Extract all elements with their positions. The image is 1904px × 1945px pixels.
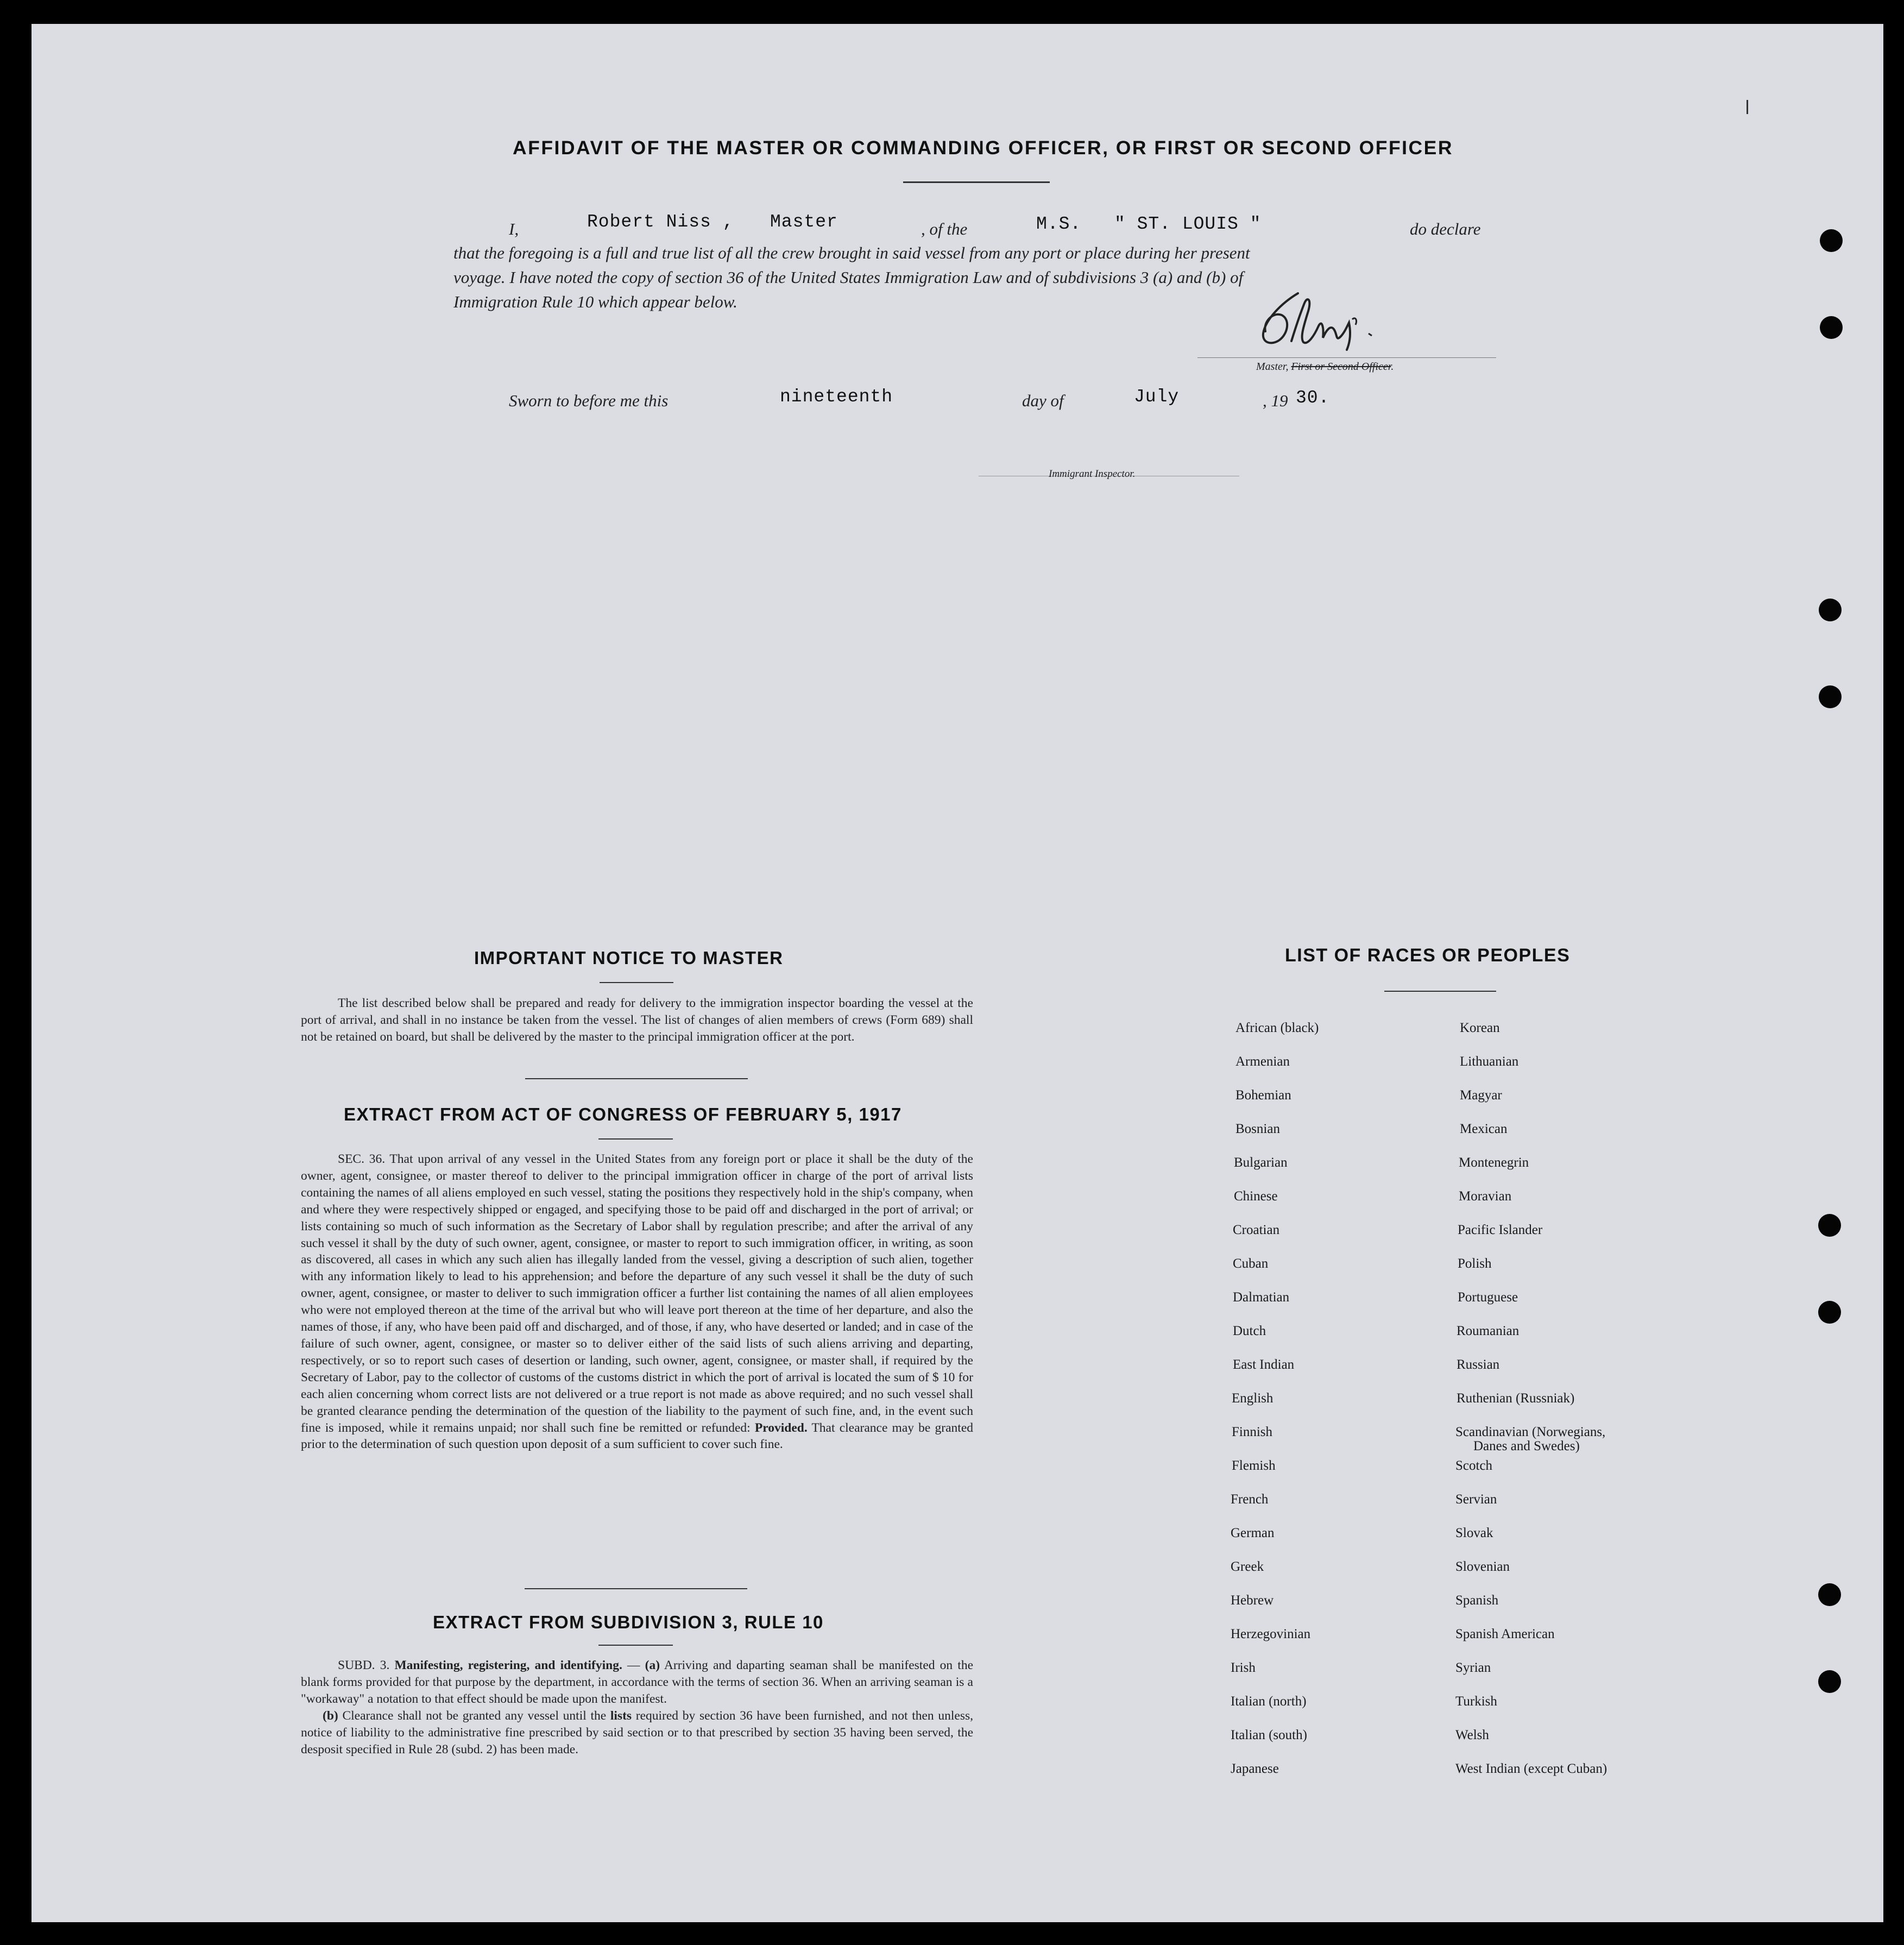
provided-label: Provided. xyxy=(754,1420,808,1435)
race-item-right: Moravian xyxy=(1459,1189,1512,1204)
races-title: LIST OF RACES OR PEOPLES xyxy=(1285,945,1571,966)
punch-hole xyxy=(1820,316,1843,339)
subd-label: SUBD. 3. xyxy=(338,1658,390,1672)
punch-hole xyxy=(1818,1583,1841,1606)
paper-sheet xyxy=(31,24,1883,1922)
race-item-left: Bulgarian xyxy=(1234,1155,1288,1170)
year-prefix: , 19 xyxy=(1263,391,1288,410)
race-item-left: Herzegovinian xyxy=(1231,1627,1311,1641)
race-item-right: Scandinavian (Norwegians, xyxy=(1455,1425,1606,1439)
sworn-month-field: July xyxy=(1134,387,1180,407)
race-item-right: Servian xyxy=(1455,1492,1497,1507)
race-item-left: Dalmatian xyxy=(1233,1290,1290,1305)
race-item-left: Bohemian xyxy=(1235,1088,1291,1103)
race-item-right: Magyar xyxy=(1460,1088,1502,1103)
extract-act-underline xyxy=(598,1138,673,1140)
signature-caption-master: Master, xyxy=(1256,361,1289,373)
punch-hole xyxy=(1819,685,1842,708)
race-item-right: Montenegrin xyxy=(1459,1155,1529,1170)
subd-a-paragraph xyxy=(301,1657,973,1708)
master-name-field: Robert Niss , xyxy=(587,212,734,232)
of-the-label: , of the xyxy=(921,219,968,238)
race-item-right: Korean xyxy=(1460,1021,1500,1035)
race-item-left: Italian (north) xyxy=(1231,1694,1307,1709)
race-item-right: Mexican xyxy=(1460,1122,1508,1136)
master-signature xyxy=(1244,281,1407,363)
title-underline xyxy=(903,181,1050,183)
punch-hole xyxy=(1818,1670,1841,1693)
race-item-left: Japanese xyxy=(1231,1761,1279,1776)
subd-b-text-1: Clearance shall not be granted any vessel until the xyxy=(342,1708,607,1723)
race-item-right: West Indian (except Cuban) xyxy=(1455,1761,1607,1776)
declare-label: do declare xyxy=(1410,219,1481,238)
signature-caption xyxy=(1256,361,1394,373)
race-item-left: English xyxy=(1232,1391,1273,1406)
race-item-right: Russian xyxy=(1457,1357,1500,1372)
races-underline xyxy=(1384,991,1496,992)
race-item-left: German xyxy=(1231,1526,1275,1540)
punch-hole xyxy=(1818,1301,1841,1324)
vessel-name-field: " ST. LOUIS " xyxy=(1114,214,1262,234)
race-item-left: Irish xyxy=(1231,1660,1256,1675)
race-item-right: Slovak xyxy=(1455,1526,1493,1540)
affidavit-line-3: voyage. I have noted the copy of section 36 of the United States Immigration Law and of subdivisions 3 (a) and (b) of xyxy=(453,268,1244,287)
subd-b-label: (b) xyxy=(323,1708,338,1723)
extract-rule-underline xyxy=(598,1645,673,1646)
sworn-label: Sworn to before me this xyxy=(509,391,669,410)
race-item-left: Finnish xyxy=(1232,1425,1273,1439)
affidavit-title: AFFIDAVIT OF THE MASTER OR COMMANDING OFFICER, OR FIRST OR SECOND OFFICER xyxy=(513,137,1453,159)
extract-rule-title: EXTRACT FROM SUBDIVISION 3, RULE 10 xyxy=(433,1612,824,1632)
race-item-right: Portuguese xyxy=(1458,1290,1518,1305)
subd-b-paragraph xyxy=(301,1708,973,1758)
race-item-right: Syrian xyxy=(1455,1660,1491,1675)
race-item-left: Flemish xyxy=(1232,1458,1276,1473)
extract-act-separator xyxy=(525,1588,747,1589)
extract-rule-body xyxy=(301,1657,973,1758)
race-item-left: East Indian xyxy=(1233,1357,1295,1372)
signature-caption-end: . xyxy=(1391,361,1394,373)
race-item-left: Bosnian xyxy=(1235,1122,1280,1136)
subd-b-text-2: required by section 36 have been furnished, and not then unless, notice of liability to the administrative fine prescribed by said section or to that prescribed by section 35 having been served, the desposit specified in Rule 28 (subd. 2) has been made. xyxy=(301,1708,973,1757)
race-item-right: Spanish xyxy=(1455,1593,1499,1608)
race-item-right: Turkish xyxy=(1455,1694,1497,1709)
race-item-right: Spanish American xyxy=(1455,1627,1555,1641)
punch-hole xyxy=(1819,599,1842,621)
subd-a-text: Arriving and daparting seaman shall be manifested on the blank forms provided for that purpose by the department, in accordance with the terms of section 36. When an arriving seaman is a "workaway" a notation to that effect should be made upon the manifest. xyxy=(301,1658,974,1706)
punch-hole xyxy=(1820,229,1843,252)
race-item-left: Armenian xyxy=(1235,1054,1290,1069)
subd-a-label: (a) xyxy=(645,1658,660,1672)
race-item-right: Roumanian xyxy=(1457,1324,1520,1338)
signature-line xyxy=(1197,357,1496,358)
race-item-left: African (black) xyxy=(1235,1021,1319,1035)
race-item-right: Pacific Islander xyxy=(1458,1223,1543,1237)
race-item-left: Hebrew xyxy=(1231,1593,1274,1608)
edge-mark xyxy=(1747,100,1748,114)
i-label: I, xyxy=(509,219,519,238)
subd-heading: Manifesting, registering, and identifying. xyxy=(394,1658,622,1672)
notice-title: IMPORTANT NOTICE TO MASTER xyxy=(474,948,784,968)
race-item-right: Lithuanian xyxy=(1460,1054,1519,1069)
extract-act-text-end: That clearance may be granted prior to the determination of such question upon deposit of a sum sufficient to cover such fine. xyxy=(301,1420,973,1452)
race-item-right: Ruthenian (Russniak) xyxy=(1457,1391,1575,1406)
race-item-right: Welsh xyxy=(1455,1728,1489,1742)
race-item-right-extra: Danes and Swedes) xyxy=(1473,1439,1580,1453)
extract-act-title: EXTRACT FROM ACT OF CONGRESS OF FEBRUARY 5, 1917 xyxy=(344,1104,902,1124)
notice-body: The list described below shall be prepared and ready for delivery to the immigration inspector boarding the vessel at the port of arrival, and shall in no instance be taken from the vessel. The list of changes of alien members of crews (Form 689) shall not be retained on board, but shall be delivered by the master to the principal immigration officer at the port. xyxy=(301,996,973,1044)
extract-act-body xyxy=(301,1151,973,1453)
race-item-left: Croatian xyxy=(1233,1223,1280,1237)
race-item-right: Slovenian xyxy=(1455,1559,1510,1574)
affidavit-line-2: that the foregoing is a full and true list of all the crew brought in said vessel from any port or place during her present xyxy=(453,243,1250,262)
race-item-right: Polish xyxy=(1458,1256,1492,1271)
day-of-label: day of xyxy=(1022,391,1064,410)
race-item-left: Italian (south) xyxy=(1231,1728,1307,1742)
extract-act-text: SEC. 36. That upon arrival of any vessel in the United States from any foreign port or place it shall be the duty of the owner, agent, consignee, or master thereof to deliver to the principal immigration officer in charge of the port of arrival lists containing the names of all aliens employed en such vessel, stating the positions they respectively hold in the ship's company, when and where they were respectively shipped or engaged, and specifying those to be paid off and discharged in the port of arrival; or lists containing so much of such information as the Secretary of Labor shall by regulation prescribe; and after the arrival of any such vessel it shall by the duty of such owner, agent, consignee, or master to report to such immigration officer, in writing, as soon as discovered, all cases in which any such alien has illegally landed from the vessel, giving a description of such alien, together with any information likely to lead to his apprehension; and before the departure of any such vessel it shall be the duty of such owner, agent, consignee, or master to deliver to such immigration officer a further list containing the names of all alien employees who were not employed thereon at the time of the arrival but who will leave port thereon at the time of her departure, and also the names of those, if any, who have been paid off and discharged, and of those, if any, who have deserted or landed; and in case of the failure of such owner, agent, consignee, or master so to deliver either of the said lists of such aliens arriving and departing, respectively, or so to report such cases of desertion or landing, such owner, agent, consignee, or master shall, if required by the Secretary of Labor, pay to the collector of customs of the customs district in which the port of arrival is located the sum of $ 10 for each alien concerning whom correct lists are not delivered or a true report is not made as above required; and no such vessel shall be granted clearance pending the determination of the question of the liability to the payment of such fine, and, in the event such fine is imposed, while it remains unpaid; nor shall such fine be remitted or refunded: xyxy=(301,1152,973,1435)
race-item-left: Greek xyxy=(1231,1559,1264,1574)
race-item-right: Scotch xyxy=(1455,1458,1493,1473)
notice-underline xyxy=(600,982,673,983)
signature-caption-struck: First or Second Officer xyxy=(1291,361,1391,373)
subd-dash: — xyxy=(622,1658,645,1672)
race-item-left: Chinese xyxy=(1234,1189,1278,1204)
race-item-left: Cuban xyxy=(1233,1256,1269,1271)
punch-hole xyxy=(1818,1214,1841,1237)
subd-b-lists: lists xyxy=(610,1708,632,1723)
race-item-left: French xyxy=(1231,1492,1269,1507)
notice-separator xyxy=(525,1078,748,1079)
sworn-day-field: nineteenth xyxy=(780,387,893,407)
vessel-type-field: M.S. xyxy=(1036,214,1082,234)
affidavit-line-4: Immigration Rule 10 which appear below. xyxy=(453,292,737,311)
sworn-year-field: 30. xyxy=(1296,388,1330,408)
inspector-caption: Immigrant Inspector. xyxy=(1049,468,1136,480)
race-item-left: Dutch xyxy=(1233,1324,1266,1338)
master-rank-field: Master xyxy=(770,212,838,232)
